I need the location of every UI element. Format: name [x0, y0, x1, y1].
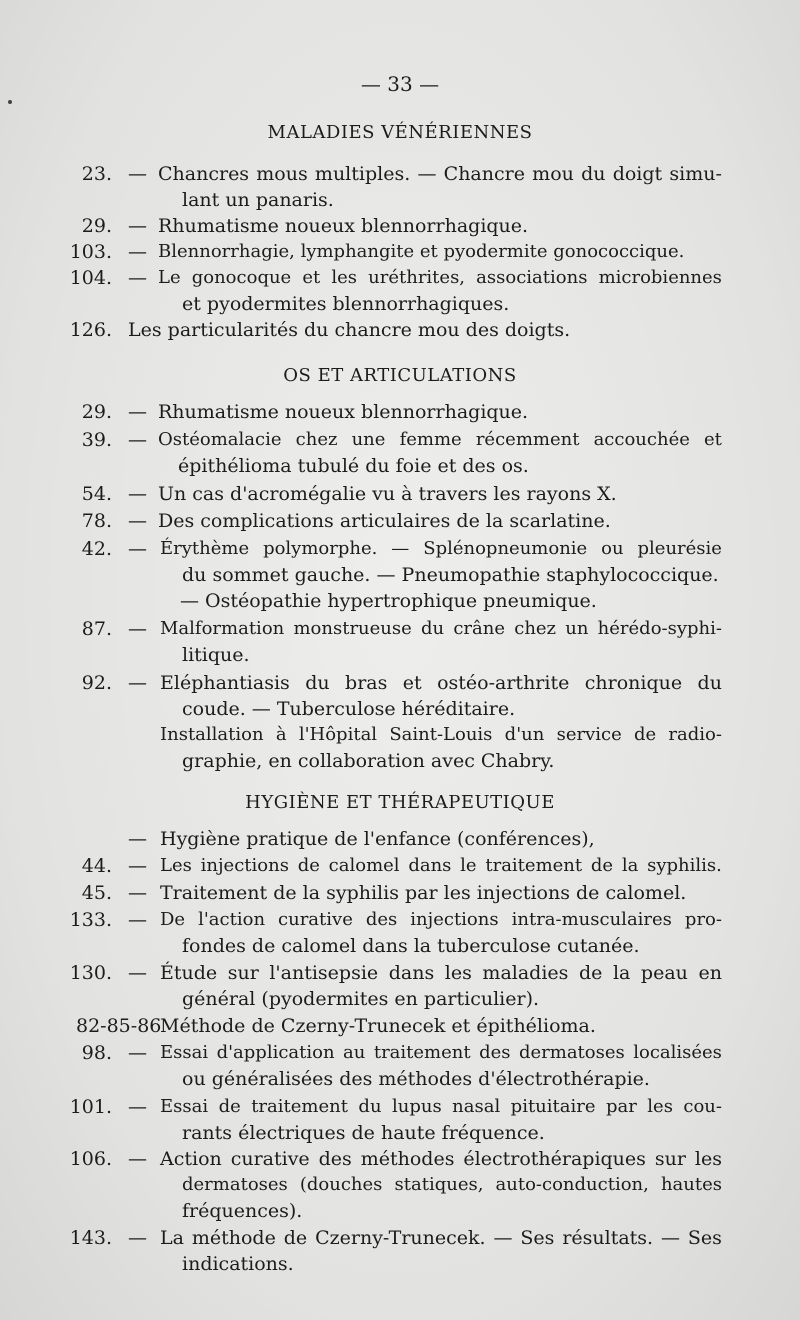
entry-text-line: Eléphantiasis du bras et ostéo-arthrite chronique du	[160, 672, 722, 694]
entry-text-line: Blennorrhagie, lymphangite et pyodermite gonococcique.	[158, 241, 685, 262]
entry-number: 78.	[81, 510, 112, 532]
entry-text-line: De l'action curative des injections intra-musculaires pro-	[160, 909, 722, 930]
entry-number: 45.	[81, 882, 112, 904]
entry-number: 87.	[81, 618, 112, 640]
entry-text-line: Hygiène pratique de l'enfance (conférences),	[160, 828, 595, 850]
entry-text-line: rants électriques de haute fréquence.	[182, 1122, 545, 1144]
page-number: — 33 —	[360, 72, 440, 96]
entry-text-line: coude. — Tuberculose héréditaire.	[182, 698, 516, 720]
ink-speck	[8, 100, 12, 104]
entry-text-line: litique.	[182, 644, 250, 666]
entry-dash: —	[128, 672, 147, 694]
entry-text-line: ou généralisées des méthodes d'électrothérapie.	[182, 1068, 650, 1090]
section-heading-maladies: MALADIES VÉNÉRIENNES	[267, 122, 533, 143]
entry-number: 104.	[69, 267, 112, 289]
entry-text-line: dermatoses (douches statiques, auto-conduction, hautes	[182, 1174, 722, 1195]
entry-number: 54.	[81, 483, 112, 505]
entry-text-line: Essai de traitement du lupus nasal pituitaire par les cou-	[160, 1096, 722, 1117]
entry-dash: —	[128, 429, 147, 451]
entry-text-line: Le gonocoque et les uréthrites, associations microbiennes	[158, 267, 722, 288]
entry-text-line: Action curative des méthodes électrothérapiques sur les	[160, 1148, 722, 1170]
entry-dash: —	[128, 483, 147, 505]
entry-dash: —	[128, 510, 147, 532]
entry-dash: —	[128, 1042, 147, 1064]
entry-text-line: et pyodermites blennorrhagiques.	[182, 293, 510, 315]
entry-dash: —	[128, 1148, 147, 1170]
entry-dash: —	[128, 618, 147, 640]
entry-text-line: Essai d'application au traitement des dermatoses localisées	[160, 1042, 722, 1063]
entry-dash: —	[128, 828, 147, 850]
entry-dash: —	[128, 401, 147, 423]
entry-dash: —	[128, 855, 147, 877]
entry-text-line: Des complications articulaires de la scarlatine.	[158, 510, 611, 532]
entry-text-line: fréquences).	[182, 1200, 303, 1222]
entry-number: 130.	[69, 962, 112, 984]
entry-dash: —	[128, 962, 147, 984]
entry-number: 39.	[81, 429, 112, 451]
entry-number: 101.	[69, 1096, 112, 1118]
entry-text-line: lant un panaris.	[182, 189, 334, 211]
entry-dash: —	[128, 882, 147, 904]
entry-dash: —	[128, 163, 147, 185]
entry-text-line: indications.	[182, 1253, 294, 1275]
entry-text-line: Méthode de Czerny-Trunecek et épithélioma.	[160, 1015, 596, 1037]
entry-number: 98.	[81, 1042, 112, 1064]
entry-dash: —	[128, 241, 147, 263]
entry-text-line: Étude sur l'antisepsie dans les maladies de la peau en	[160, 962, 722, 984]
entry-number: 23.	[81, 163, 112, 185]
entry-number: 106.	[69, 1148, 112, 1170]
entry-text-line: — Ostéopathie hypertrophique pneumique.	[180, 590, 597, 612]
entry-text-line: Installation à l'Hôpital Saint-Louis d'un service de radio-	[160, 724, 722, 745]
entry-dash: —	[128, 909, 147, 931]
entry-number: 29.	[81, 215, 112, 237]
entry-text-line: graphie, en collaboration avec Chabry.	[182, 750, 555, 772]
entry-text-line: du sommet gauche. — Pneumopathie staphylococcique.	[182, 564, 719, 586]
entry-number: 92.	[81, 672, 112, 694]
entry-dash: —	[128, 1227, 147, 1249]
entry-text-line: Rhumatisme noueux blennorrhagique.	[158, 215, 529, 237]
entry-number: 82-85-86	[76, 1015, 162, 1037]
section-heading-os: OS ET ARTICULATIONS	[283, 365, 517, 386]
entry-number: 133.	[69, 909, 112, 931]
entry-number: 103.	[69, 241, 112, 263]
entry-number: 42.	[81, 538, 112, 560]
entry-text-line: Un cas d'acromégalie vu à travers les rayons X.	[158, 483, 617, 505]
entry-text-line: La méthode de Czerny-Trunecek. — Ses résultats. — Ses	[160, 1227, 722, 1249]
entry-dash: —	[128, 215, 147, 237]
entry-text-line: Rhumatisme noueux blennorrhagique.	[158, 401, 529, 423]
entry-dash: —	[128, 267, 147, 289]
entry-text-line: Malformation monstrueuse du crâne chez un hérédo-syphi-	[160, 618, 722, 639]
entry-number: 143.	[69, 1227, 112, 1249]
entry-text-line: général (pyodermites en particulier).	[182, 988, 540, 1010]
entry-number: 126.	[69, 319, 112, 341]
entry-text-line: épithélioma tubulé du foie et des os.	[178, 455, 529, 477]
entry-text-line: fondes de calomel dans la tuberculose cutanée.	[182, 935, 640, 957]
section-heading-hygiene: HYGIÈNE ET THÉRAPEUTIQUE	[245, 792, 555, 813]
entry-text-line: Érythème polymorphe. — Splénopneumonie ou pleurésie	[160, 538, 722, 559]
entry-number: 29.	[81, 401, 112, 423]
entry-text-line: Les injections de calomel dans le traitement de la syphilis.	[160, 855, 722, 876]
entry-text-line: Ostéomalacie chez une femme récemment accouchée et	[158, 429, 722, 450]
entry-dash: —	[128, 1096, 147, 1118]
entry-dash: —	[128, 538, 147, 560]
entry-text-line: Les particularités du chancre mou des doigts.	[128, 319, 571, 341]
entry-text-line: Traitement de la syphilis par les injections de calomel.	[160, 882, 687, 904]
entry-text-line: Chancres mous multiples. — Chancre mou du doigt simu-	[158, 163, 722, 185]
entry-number: 44.	[81, 855, 112, 877]
